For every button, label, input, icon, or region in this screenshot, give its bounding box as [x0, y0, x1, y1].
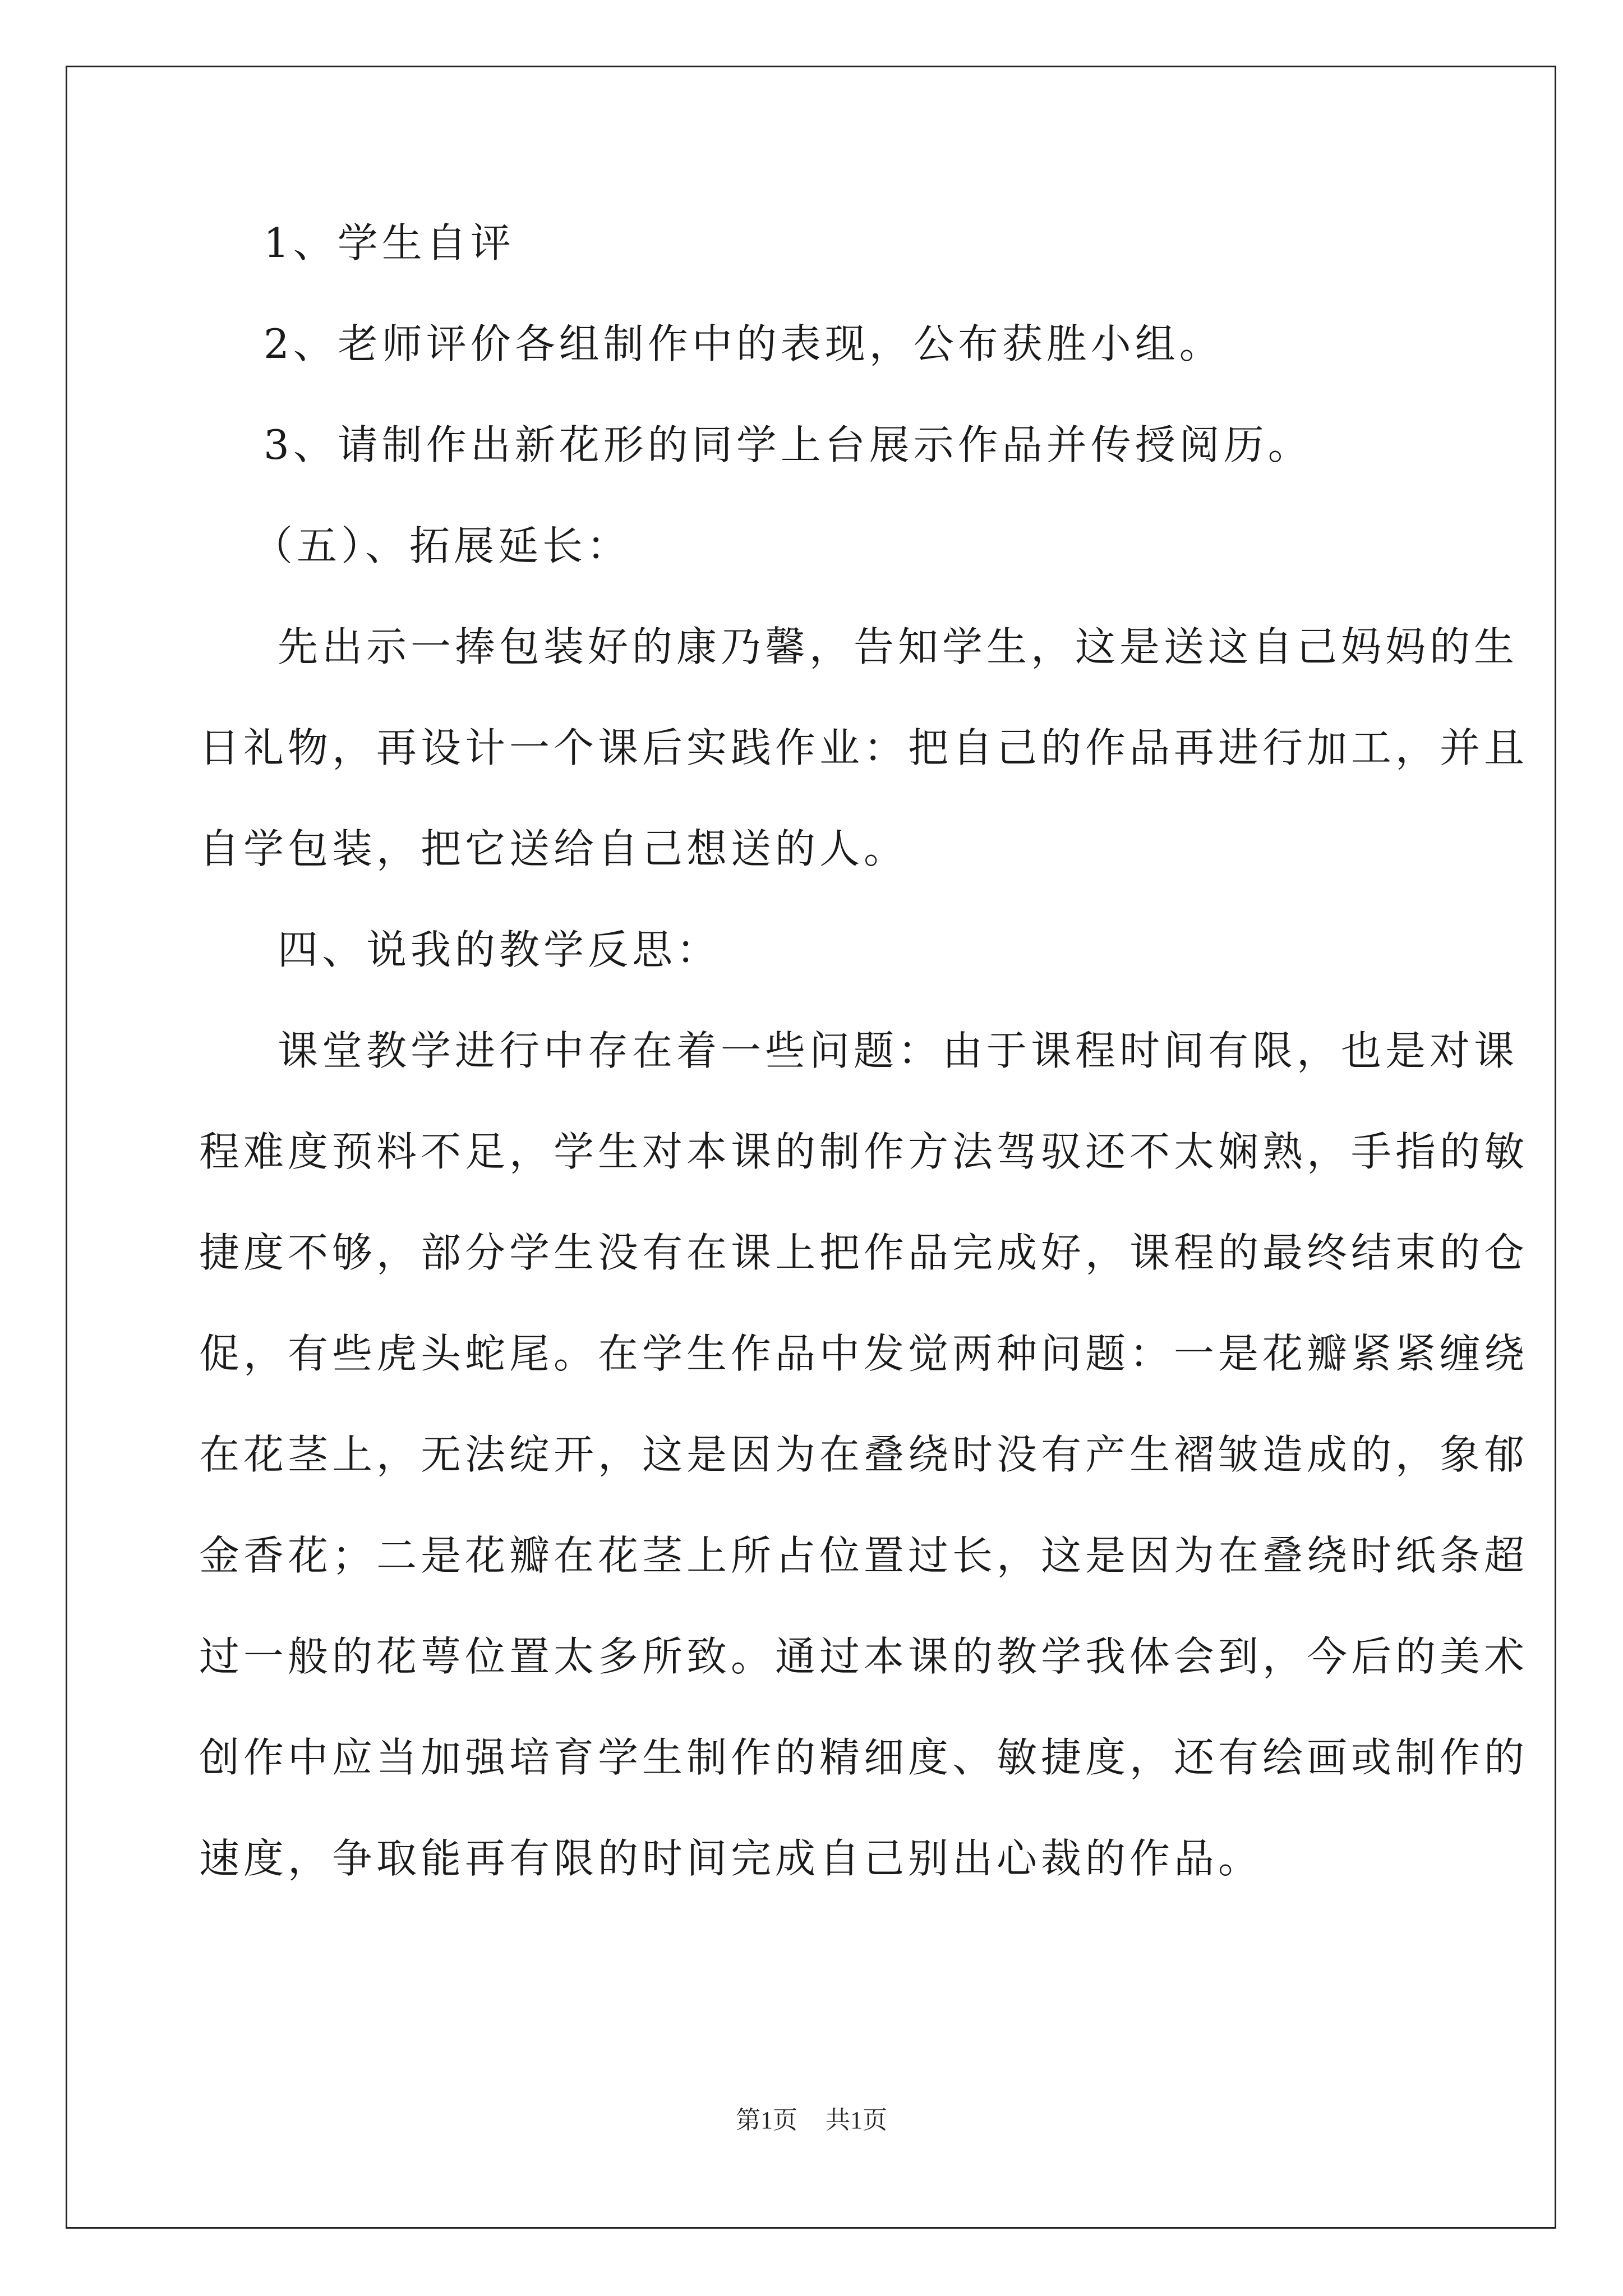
- text-line: 促，有些虎头蛇尾。在学生作品中发觉两种问题：一是花瓣紧紧缠绕: [199, 1330, 1529, 1377]
- text-line: 在花茎上，无法绽开，这是因为在叠绕时没有产生褶皱造成的，象郁: [199, 1431, 1529, 1478]
- section-heading: 四、说我的教学反思：: [278, 926, 721, 973]
- text-line: 程难度预料不足，学生对本课的制作方法驾驭还不太娴熟，手指的敏: [199, 1128, 1529, 1175]
- page-number-current: 第1页: [736, 2106, 797, 2134]
- text-line: 3、请制作出新花形的同学上台展示作品并传授阅历。: [264, 421, 1312, 468]
- text-line: 过一般的花萼位置太多所致。通过本课的教学我体会到，今后的美术: [199, 1633, 1529, 1680]
- text-line: 课堂教学进行中存在着一些问题：由于课程时间有限，也是对课: [278, 1027, 1519, 1074]
- text-line: 速度，争取能再有限的时间完成自己别出心裁的作品。: [199, 1835, 1263, 1882]
- text-line: 先出示一捧包装好的康乃馨，告知学生，这是送这自己妈妈的生: [278, 623, 1519, 670]
- text-line: 2、老师评价各组制作中的表现，公布获胜小组。: [264, 320, 1224, 367]
- text-line: 金香花；二是花瓣在花茎上所占位置过长，这是因为在叠绕时纸条超: [199, 1532, 1529, 1579]
- page-number-total: 共1页: [826, 2106, 887, 2134]
- text-line: 日礼物，再设计一个课后实践作业：把自己的作品再进行加工，并且: [199, 724, 1529, 771]
- text-line: 自学包装，把它送给自己想送的人。: [199, 825, 909, 872]
- text-line: 创作中应当加强培育学生制作的精细度、敏捷度，还有绘画或制作的: [199, 1734, 1529, 1781]
- text-line: 1、学生自评: [264, 219, 515, 266]
- page-footer: [0, 2104, 1623, 2137]
- text-line: 捷度不够，部分学生没有在课上把作品完成好，课程的最终结束的仓: [199, 1229, 1529, 1276]
- section-heading: （五）、拓展延长：: [252, 522, 631, 569]
